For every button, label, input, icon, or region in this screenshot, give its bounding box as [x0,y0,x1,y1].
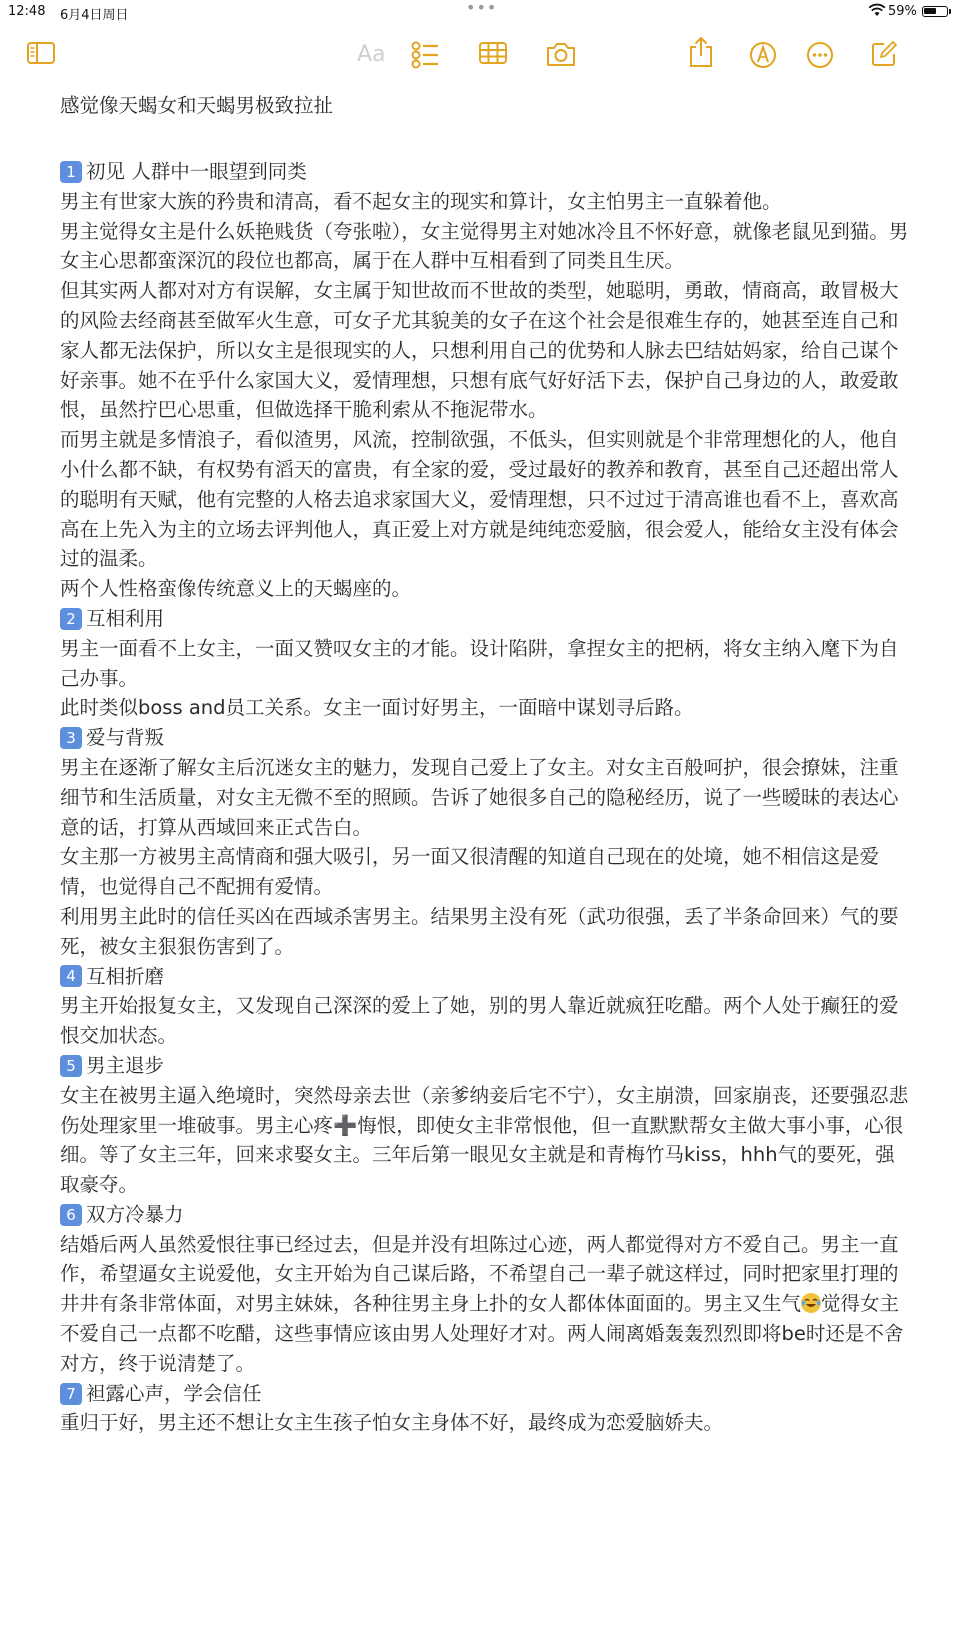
keycap-number-icon: 5 [60,1055,82,1077]
section-title: 双方冷暴力 [86,1202,184,1226]
section-heading [60,157,912,187]
notes-toolbar [0,26,960,82]
sidebar-icon[interactable] [26,40,56,70]
section-title: 互相利用 [86,606,165,630]
section-title: 袒露心声，学会信任 [86,1381,262,1405]
laughing-crying-emoji-icon [801,1293,821,1313]
paragraph: 男主开始报复女主，又发现自己深深的爱上了她，别的男人靠近就疯狂吃醋。两个人处于癫狂的爱恨交加状态。 [60,994,899,1048]
section-title: 互相折磨 [86,964,165,988]
paragraph: 男主有世家大族的矜贵和清高，看不起女主的现实和算计，女主怕男主一直躲着他。 [60,189,782,213]
battery-icon [922,6,948,17]
keycap-number-icon: 7 [60,1383,82,1405]
text-format-button[interactable]: Aa [357,42,386,67]
paragraph: 重归于好，男主还不想让女主生孩子怕女主身体不好，最终成为恋爱脑娇夫。 [60,1411,724,1435]
section-heading [60,1051,912,1081]
paragraph [60,1081,912,1200]
keycap-number-icon: 2 [60,608,82,630]
compose-icon[interactable] [870,40,898,70]
section-1 [60,157,912,604]
paragraph: 此时类似boss and员工关系。女主一面讨好男主，一面暗中谋划寻后路。 [60,696,694,720]
note-body[interactable] [60,86,912,1438]
section-5 [60,1051,912,1200]
section-title: 男主退步 [86,1053,165,1077]
table-icon[interactable] [478,40,508,70]
paragraph: 男主在逐渐了解女主后沉迷女主的魅力，发现自己爱上了女主。对女主百般呵护，很会撩妹，注重细节和生活质量，对女主无微不至的照顾。告诉了她很多自己的隐秘经历，说了一些暧昧的表达心意的话，打算从西域回来正式告白。 [60,755,899,839]
keycap-number-icon: 4 [60,965,82,987]
share-icon[interactable] [688,36,714,66]
section-title: 爱与背叛 [86,726,165,750]
section-title: 初见 人群中一眼望到同类 [86,160,307,183]
date: 6月4日周日 [60,8,129,23]
section-6 [60,1200,912,1379]
markup-icon[interactable] [748,40,778,70]
paragraph: 而男主就是多情浪子，看似渣男，风流，控制欲强，不低头，但实则就是个非常理想化的人，他自小什么都不缺，有权势有滔天的富贵，有全家的爱，受过最好的教养和教育，甚至自己还超出常人的聪明有天赋，他有完整的人格去追求家国大义，爱情理想，只不过过于清高谁也看不上，喜欢高高在上先入为主的立场去评判他人，真正爱上对方就是纯纯恋爱脑，很会爱人，能给女主没有体会过的温柔。 [60,428,899,571]
battery-level-fill [924,8,936,14]
plus-icon: ➕ [333,1113,358,1137]
paragraph-text: 觉得女主不爱自己一点都不吃醋，这些事情应该由男人处理好才对。两人闹离婚轰轰烈烈即将be时还是不舍对方，终于说清楚了。 [60,1292,904,1375]
paragraph: 利用男主此时的信任买凶在西域杀害男主。结果男主没有死（武功很强，丢了半条命回来）气的要死，被女主狠狠伤害到了。 [60,904,899,958]
multitasking-dots-icon[interactable]: ••• [466,0,498,17]
status-bar [0,0,960,26]
section-3 [60,723,912,961]
paragraph: 但其实两人都对对方有误解，女主属于知世故而不世故的类型，她聪明，勇敢，情商高，敢冒极大的风险去经商甚至做军火生意，可女子尤其貌美的女子在这个社会是很难生存的，她甚至连自己和家人都无法保护，所以女主是很现实的人，只想利用自己的优势和人脉去巴结姑妈家，给自己谋个好亲事。她不在乎什么家国大义，爱情理想，只想有底气好好活下去，保护自己身边的人，敢爱敢恨，虽然拧巴心思重，但做选择干脆利索从不拖泥带水。 [60,279,899,422]
keycap-number-icon: 1 [60,161,82,183]
checklist-icon[interactable] [410,40,440,70]
battery-cap [949,9,951,14]
battery-percentage: 59% [888,4,917,19]
keycap-number-icon: 3 [60,727,82,749]
paragraph: 男主一面看不上女主，一面又赞叹女主的才能。设计陷阱，拿捏女主的把柄，将女主纳入麾下为自己办事。 [60,636,899,690]
paragraph: 男主觉得女主是什么妖艳贱货（夸张啦），女主觉得男主对她冰冷且不怀好意，就像老鼠见到猫。男女主心思都蛮深沉的段位也都高，属于在人群中互相看到了同类且生厌。 [60,219,909,273]
paragraph: 女主那一方被男主高情商和强大吸引，另一面又很清醒的知道自己现在的处境，她不相信这是爱情，也觉得自己不配拥有爱情。 [60,845,880,899]
paragraph-text: 女主在被男主逼入绝境时，突然母亲去世（亲爹纳妾后宅不宁），女主崩溃，回家崩丧，还要强忍悲伤处理家里一堆破事。男主心疼 [60,1083,909,1137]
clock: 12:48 [8,4,46,19]
keycap-number-icon: 6 [60,1204,82,1226]
paragraph-text: 结婚后两人虽然爱恨往事已经过去，但是并没有坦陈过心迹，两人都觉得对方不爱自己。男主一直作，希望逼女主说爱他，女主开始为自己谋后路，不希望自己一辈子就这样过，同时把家里打理的井井有条非常体面，对男主妹妹，各种往男主身上扑的女人都体体面面的。男主又生气 [60,1232,899,1316]
section-heading [60,962,912,992]
note-title: 感觉像天蝎女和天蝎男极致拉扯 [60,94,334,117]
paragraph-text: 悔恨，即使女主非常恨他，但一直默默帮女主做大事小事，心很细。等了女主三年，回来求娶女主。三年后第一眼见女主就是和青梅竹马kiss，hhh气的要死，强取豪夺。 [60,1113,904,1197]
wifi-icon [868,3,886,21]
section-heading [60,1379,912,1409]
section-heading [60,1200,912,1230]
paragraph [60,1230,912,1379]
section-4 [60,962,912,1051]
camera-icon[interactable] [545,40,577,70]
section-2 [60,604,912,723]
section-heading [60,604,912,634]
paragraph: 两个人性格蛮像传统意义上的天蝎座的。 [60,577,412,601]
more-icon[interactable] [805,40,835,70]
section-heading [60,723,912,753]
section-7 [60,1379,912,1439]
